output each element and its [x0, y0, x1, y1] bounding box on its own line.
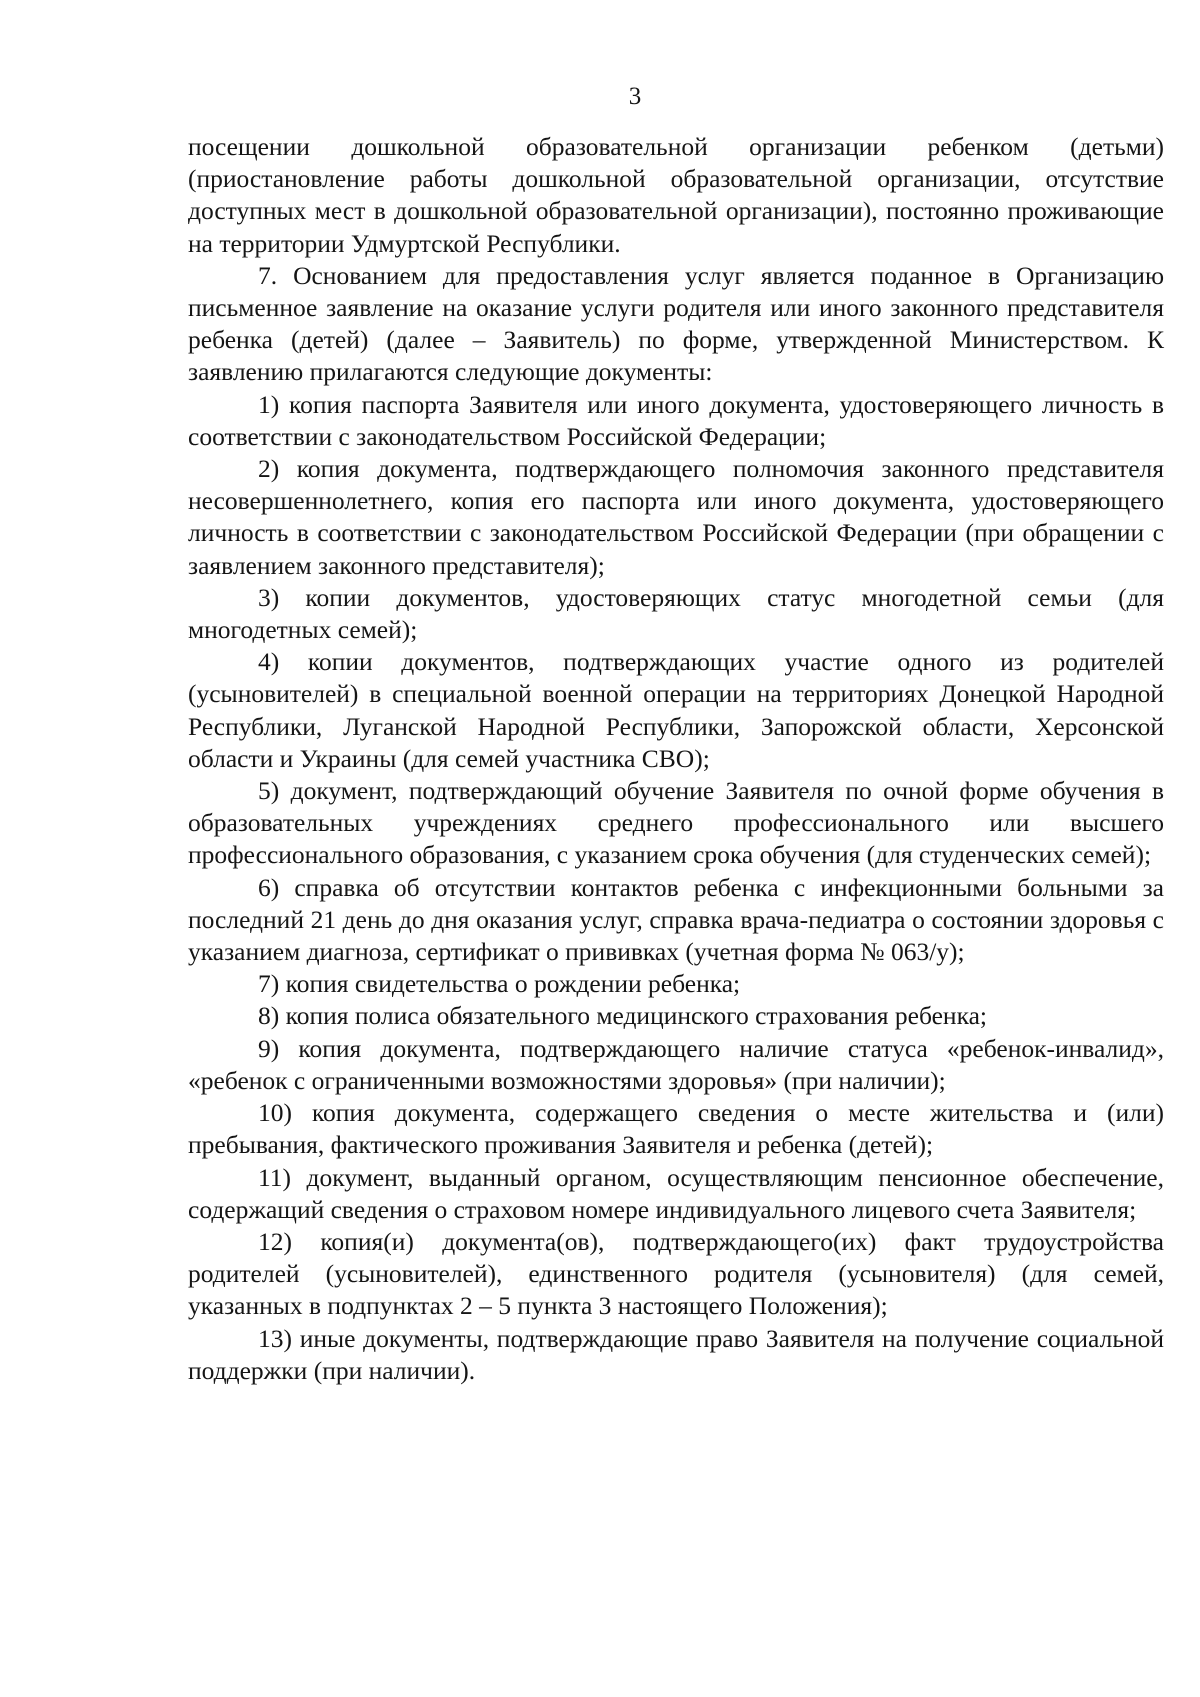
document-body: [188, 131, 1164, 1387]
list-item-4: 4) копии документов, подтверждающих участие одного из родителей (усыновителей) в специальной военной операции на территориях Донецкой Народной Республики, Луганской Народной Республики, Запорожской области, Херсонской области и Украины (для семей участника СВО);: [188, 647, 1164, 773]
list-item-1: 1) копия паспорта Заявителя или иного документа, удостоверяющего личность в соответствии с законодательством Российской Федерации;: [188, 389, 1164, 451]
list-item-6: 6) справка об отсутствии контактов ребенка с инфекционными больными за последний 21 день до дня оказания услуг, справка врача-педиатра о состоянии здоровья с указанием диагноза, сертификат о прививках (учетная форма № 063/у);: [188, 872, 1164, 967]
page-number: 3: [628, 83, 642, 110]
paragraph-7: 7. Основанием для предоставления услуг является поданное в Организацию письменное заявление на оказание услуги родителя или иного законного представителя ребенка (детей) (далее – Заявитель) по форме, утвержденной Министерством. К заявлению прилагаются следующие документы:: [188, 260, 1164, 387]
list-item-7: 7) копия свидетельства о рождении ребенка;: [258, 969, 741, 999]
list-item-10: 10) копия документа, содержащего сведения о месте жительства и (или) пребывания, фактического проживания Заявителя и ребенка (детей);: [188, 1098, 1164, 1160]
list-item-11: 11) документ, выданный органом, осуществляющим пенсионное обеспечение, содержащий сведения о страховом номере индивидуального лицевого счета Заявителя;: [188, 1162, 1164, 1224]
list-item-3: 3) копии документов, удостоверяющих статус многодетной семьи (для многодетных семей);: [188, 582, 1164, 645]
paragraph-intro: посещении дошкольной образовательной организации ребенком (детьми) (приостановление работы дошкольной образовательной организации, отсутствие доступных мест в дошкольной образовательной организации), постоянно проживающие на территории Удмуртской Республики.: [188, 132, 1164, 258]
list-item-12: 12) копия(и) документа(ов), подтверждающего(их) факт трудоустройства родителей (усыновителей), единственного родителя (усыновителя) (для семей, указанных в подпунктах 2 – 5 пункта 3 настоящего Положения);: [188, 1226, 1164, 1321]
list-item-9: 9) копия документа, подтверждающего наличие статуса «ребенок-инвалид», «ребенок с ограниченными возможностями здоровья» (при наличии);: [188, 1033, 1164, 1095]
list-item-8: 8) копия полиса обязательного медицинского страхования ребенка;: [258, 1001, 987, 1031]
list-item-2: 2) копия документа, подтверждающего полномочия законного представителя несовершеннолетнего, копия его паспорта или иного документа, удостоверяющего личность в соответствии с законодательством Российской Федерации (при обращении с заявлением законного представителя);: [188, 454, 1164, 580]
list-item-5: 5) документ, подтверждающий обучение Заявителя по очной форме обучения в образовательных учреждениях среднего профессионального или высшего профессионального образования, с указанием срока обучения (для студенческих семей);: [188, 776, 1164, 870]
list-item-13: 13) иные документы, подтверждающие право Заявителя на получение социальной поддержки (при наличии).: [188, 1323, 1164, 1385]
